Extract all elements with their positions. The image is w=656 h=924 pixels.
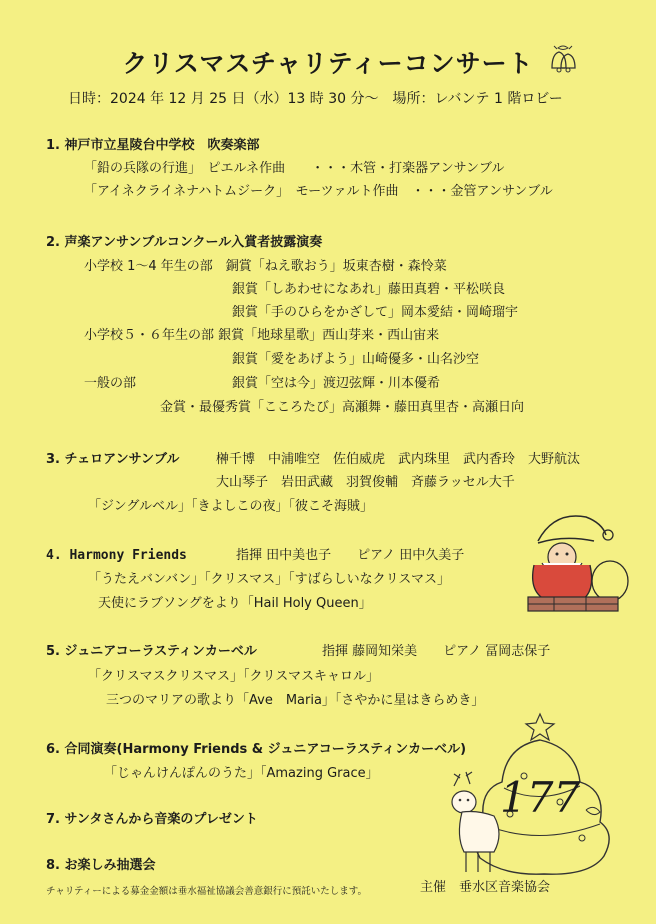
- date-place-line: 日時：2024 年 12 月 25 日（水）13 時 30 分～ 場所：レバンテ 1 階ロビー: [68, 91, 563, 107]
- section-6-songs: 「じゃんけんぽんのうた」「Amazing Grace」: [104, 766, 379, 781]
- donation-note: チャリティーによる募金金額は垂水福祉協議会善意銀行に預託いたします。: [46, 886, 368, 897]
- section-4-heading: 4. Harmony Friends: [46, 548, 187, 563]
- section-5-songs-1: 「クリスマスクリスマス」「クリスマスキャロル」: [88, 669, 379, 684]
- santa-illustration: [514, 505, 634, 613]
- section-7-heading: 7. サンタさんから音楽のプレゼント: [46, 812, 258, 827]
- section-6-heading: 6. 合同演奏(Harmony Friends & ジュニアコーラスティンカーベル): [46, 742, 467, 757]
- award-row: 銀賞「しあわせになあれ」藤田真碧・平松咲良: [232, 282, 506, 297]
- section-4-songs-1: 「うたえバンバン」「クリスマス」「すばらしいなクリスマス」: [88, 572, 451, 587]
- section-8-heading: 8. お楽しみ抽選会: [46, 858, 156, 873]
- section-1-heading: 1. 神戸市立星陵台中学校 吹奏楽部: [46, 138, 260, 153]
- section-5-songs-2: 三つのマリアの歌より「Ave Maria」「さやかに星はきらめき」: [106, 693, 485, 708]
- section-1-line-2: 「アイネクライネナハトムジーク」 モーツァルト作曲 ・・・金管アンサンブル: [84, 184, 553, 199]
- award-row: 小学校 1～4 年生の部 銅賞「ねえ歌おう」坂東杏樹・森怜菜: [84, 259, 447, 274]
- section-3-heading: 3. チェロアンサンブル: [46, 452, 180, 467]
- section-5-staff: 指揮 藤岡知栄美 ピアノ 冨岡志保子: [322, 644, 551, 659]
- award-row: 小学校５・６年生の部 銀賞「地球星歌」西山芽来・西山宙来: [84, 328, 440, 343]
- award-row: 銀賞「愛をあげよう」山崎優多・山名沙空: [232, 352, 480, 367]
- cello-members-1: 榊千博 中浦唯空 佐伯威虎 武内珠里 武内香玲 大野航汰: [216, 452, 581, 467]
- award-row: 銀賞「空は今」渡辺弦輝・川本優希: [232, 376, 441, 391]
- section-4-songs-2: 天使にラブソングをより「Hail Holy Queen」: [98, 596, 372, 611]
- page-title: クリスマスチャリティーコンサート: [122, 49, 534, 78]
- category-label: 一般の部: [84, 376, 137, 391]
- section-2-heading: 2. 声楽アンサンブルコンクール入賞者披露演奏: [46, 235, 323, 250]
- christmas-bells-icon: [546, 42, 580, 76]
- award-row: 銀賞「手のひらをかざして」岡本愛結・岡崎瑠宇: [232, 305, 519, 320]
- section-1-line-1: 「鉛の兵隊の行進」 ピエルネ作曲 ・・・木管・打楽器アンサンブル: [84, 161, 505, 176]
- section-5-heading: 5. ジュニアコーラスティンカーベル: [46, 644, 257, 659]
- cello-members-2: 大山琴子 岩田武藏 羽賀俊輔 斉藤ラッセル大千: [216, 475, 515, 490]
- cello-songs: 「ジングルベル」「きよしこの夜」「彼こそ海賊」: [88, 499, 374, 514]
- section-4-staff: 指揮 田中美也子 ピアノ 田中久美子: [236, 548, 465, 563]
- handwritten-number: 177: [500, 773, 581, 822]
- organizer: 主催 垂水区音楽協会: [420, 880, 551, 895]
- award-row: 金賞・最優秀賞「こころたび」高瀬舞・藤田真里杏・高瀬日向: [160, 400, 525, 415]
